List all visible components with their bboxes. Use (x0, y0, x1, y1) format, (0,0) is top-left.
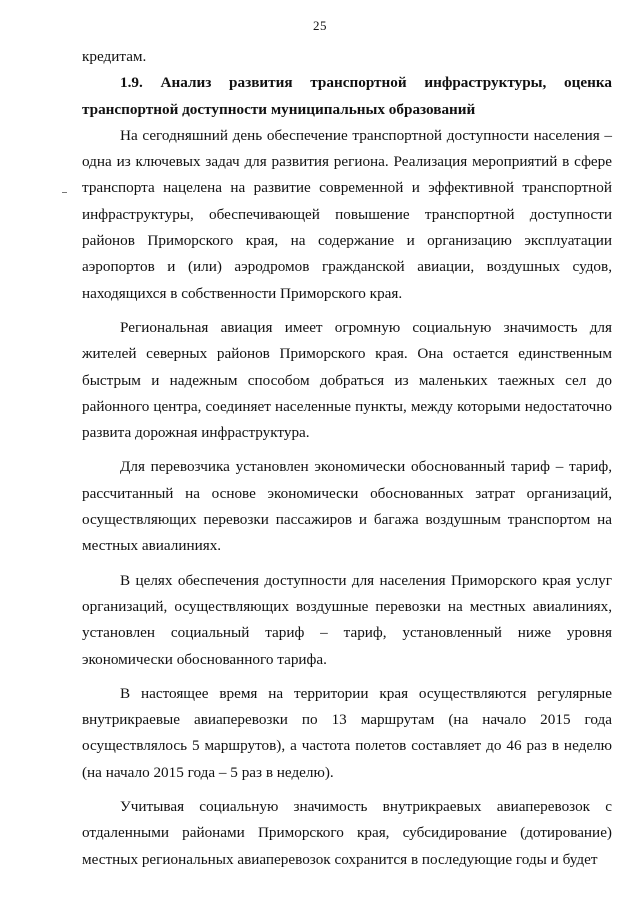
paragraph-economic-tariff: Для перевозчика установлен экономически обоснованный тариф – тариф, рассчитанный на основе экономически обоснованных затрат организаций, осуществляющих перевозки пассажиров и багажа воздушным транспортом на местных авиалиниях. (82, 458, 612, 555)
paragraph-regional-aviation: Региональная авиация имеет огромную социальную значимость для жителей северных районов Приморского края. Она остается единственным быстрым и надежным способом добраться из маленьких таежных сел до районного центра, соединяет населенные пункты, между которыми недостаточно развита дорожная инфраструктура. (82, 318, 612, 442)
paragraph-social-tariff: В целях обеспечения доступности для населения Приморского края услуг организаций, осуществляющих воздушные перевозки на местных авиалиниях, установлен социальный тариф – тариф, установленный ниже уровня экономически обоснованного тарифа. (82, 571, 612, 668)
lead-text: кредитам. (82, 48, 147, 65)
paragraph-routes: В настоящее время на территории края осуществляются регулярные внутрикраевые авиаперевозки по 13 маршрутам (на начало 2015 года осуществлялось 5 маршрутов), а частота полетов составляет до 46 раз в неделю (на начало 2015 года – 5 раз в неделю). (82, 684, 612, 781)
section-heading: 1.9. Анализ развития транспортной инфраструктуры, оценка транспортной доступности муниципальных образований (82, 74, 612, 118)
margin-mark (62, 192, 67, 193)
paragraph-transport-accessibility: На сегодняшний день обеспечение транспортной доступности населения – одна из ключевых задач для развития региона. Реализация мероприятий в сфере транспорта нацелена на развитие современной и эффективной транспортной инфраструктуры, обеспечивающей повышение транспортной доступности районов Приморского края, на содержание и организацию эксплуатации аэропортов и (или) аэродромов гражданской авиации, воздушных судов, находящихся в собственности Приморского края. (82, 126, 612, 302)
page-number: 25 (313, 18, 327, 33)
document-body (82, 44, 612, 873)
paragraph-subsidies: Учитывая социальную значимость внутрикраевых авиаперевозок с отдаленными районами Приморского края, субсидирование (дотирование) местных региональных авиаперевозок сохранится в последующие годы и будет (82, 798, 612, 868)
